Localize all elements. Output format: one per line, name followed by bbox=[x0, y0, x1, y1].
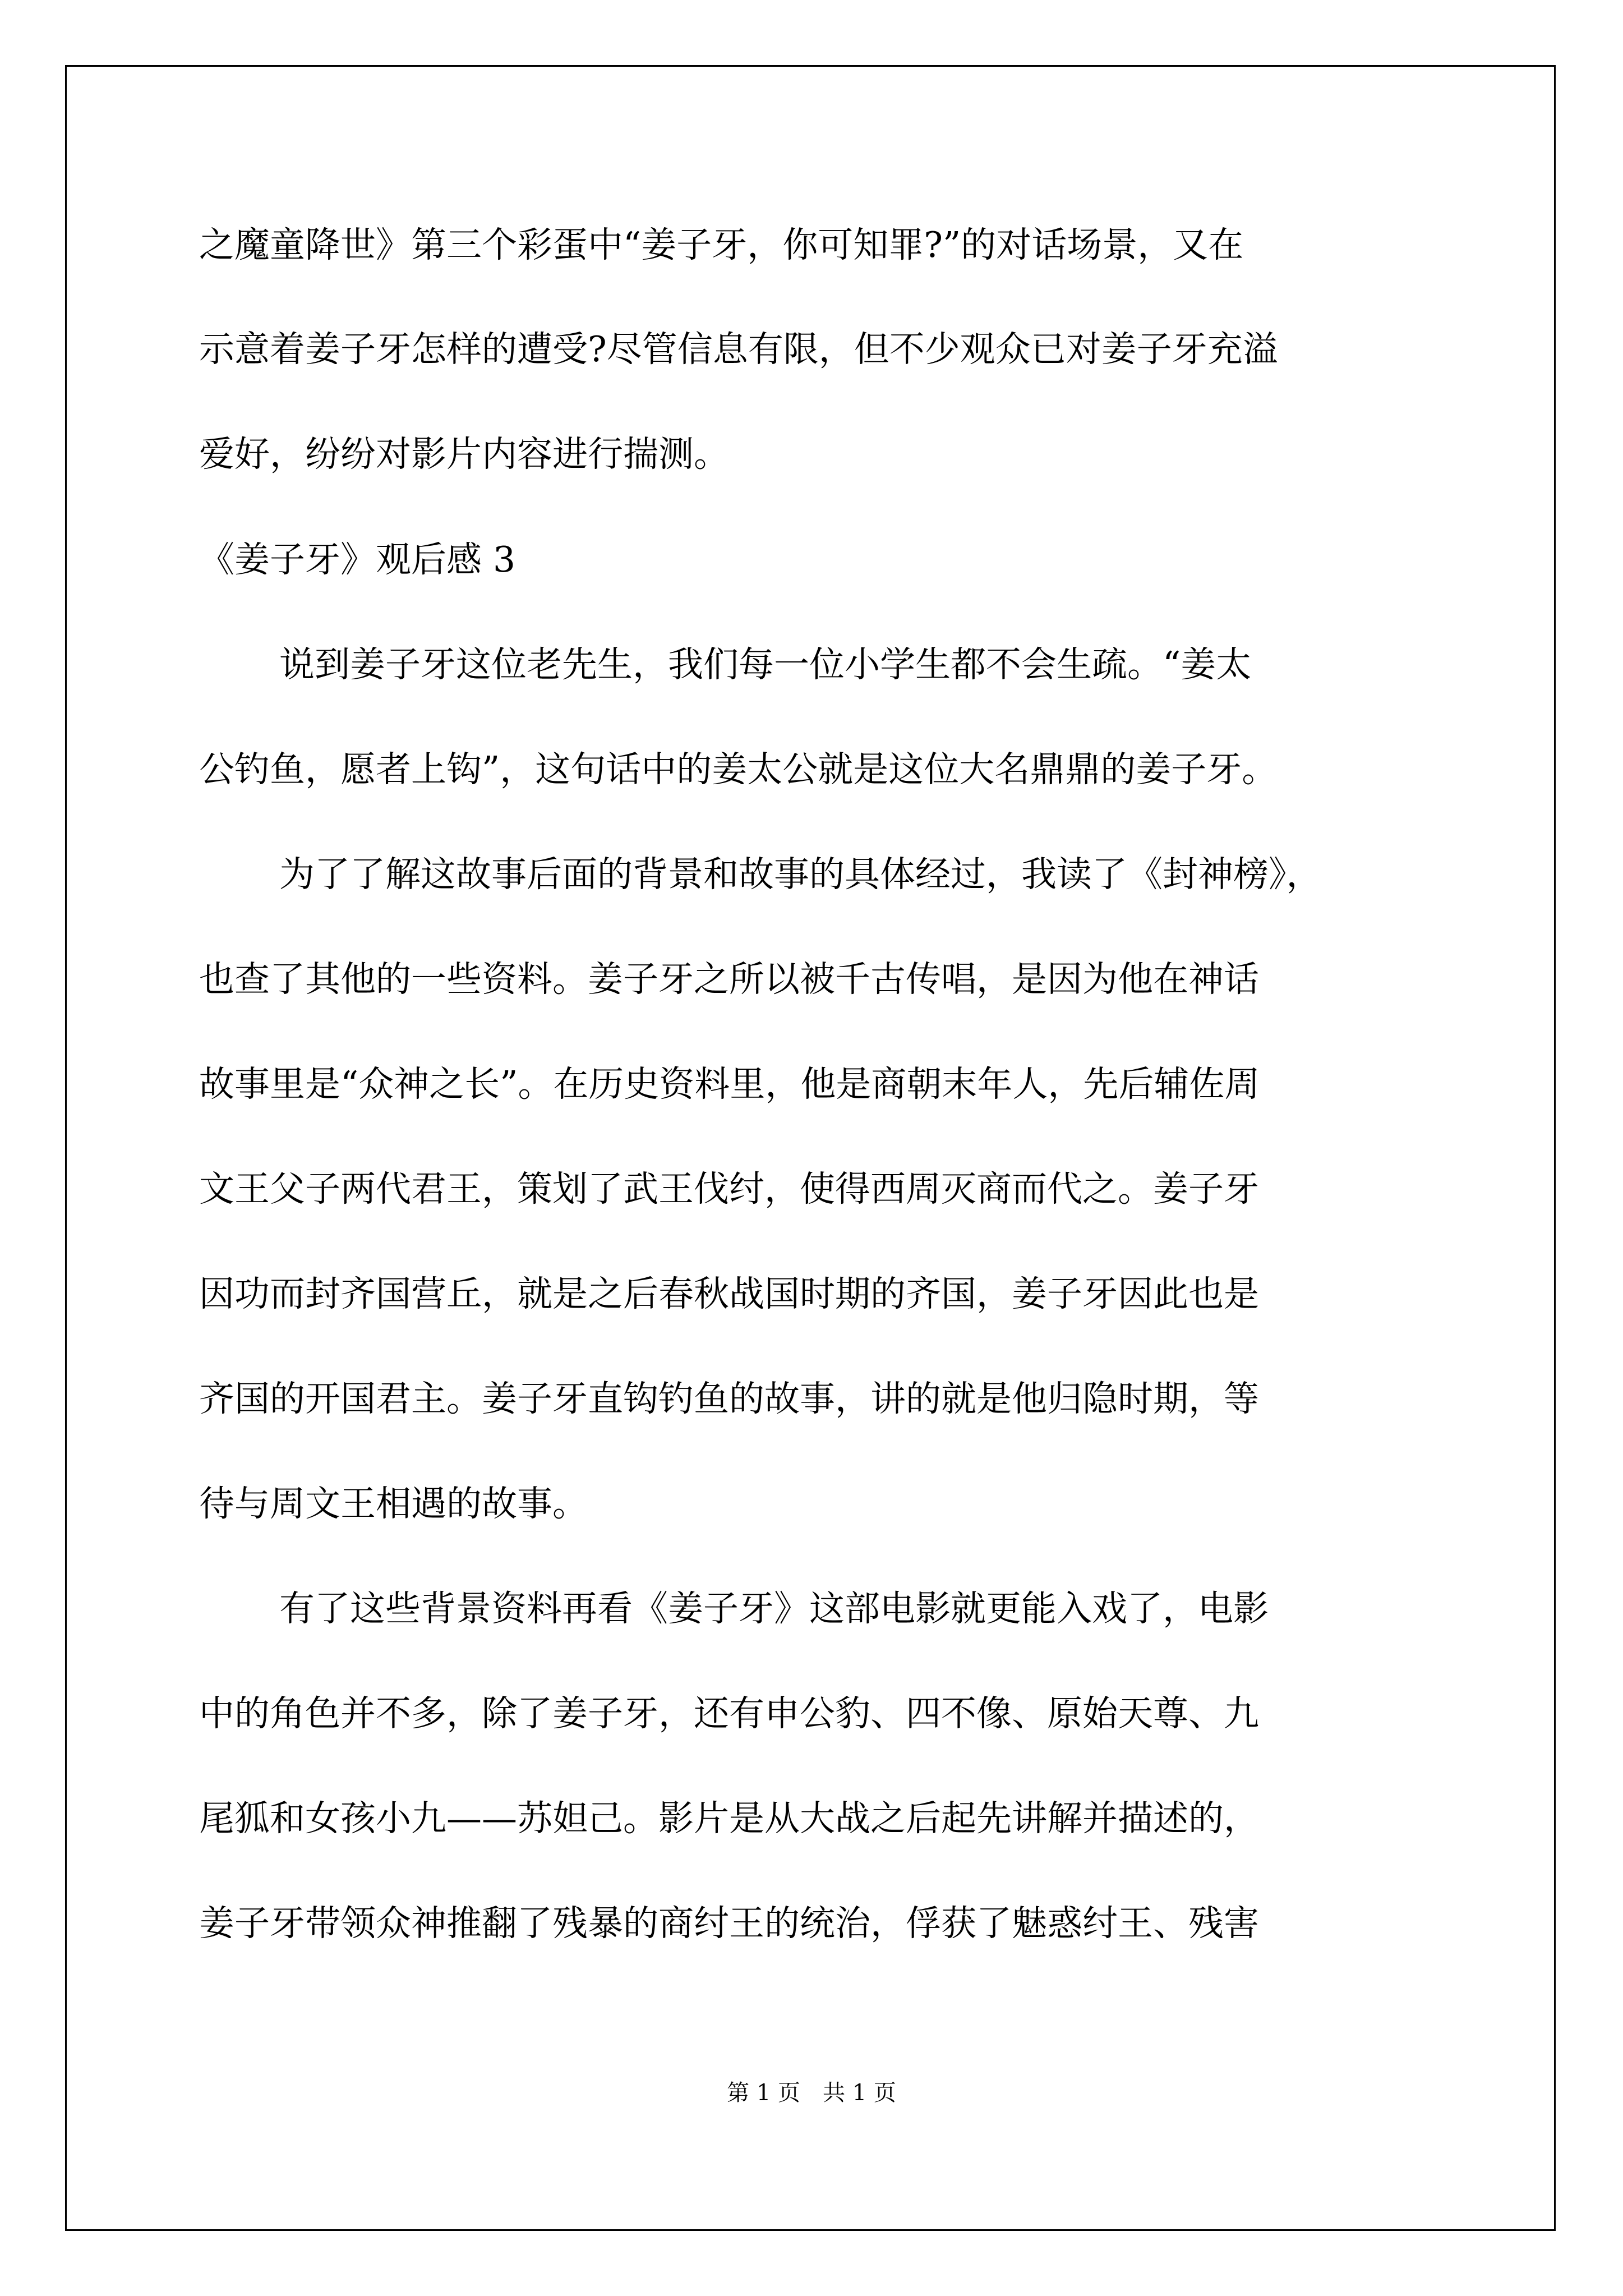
paragraph-line: 爱好，纷纷对影片内容进行揣测。 bbox=[199, 434, 729, 475]
paragraph-line: 待与周文王相遇的故事。 bbox=[199, 1483, 588, 1524]
paragraph-line: 文王父子两代君王，策划了武王伐纣，使得西周灭商而代之。姜子牙 bbox=[199, 1168, 1259, 1209]
paragraph-line: 也查了其他的一些资料。姜子牙之所以被千古传唱，是因为他在神话 bbox=[199, 959, 1259, 1000]
paragraph-line: 齐国的开国君主。姜子牙直钩钓鱼的故事，讲的就是他归隐时期，等 bbox=[199, 1378, 1259, 1419]
paragraph-line: 有了这些背景资料再看《姜子牙》这部电影就更能入戏了，电影 bbox=[279, 1588, 1269, 1629]
page-footer: 第 1 页 共 1 页 bbox=[727, 2080, 896, 2106]
paragraph-line: 公钓鱼，愿者上钩”，这句话中的姜太公就是这位大名鼎鼎的姜子牙。 bbox=[199, 749, 1278, 790]
paragraph-line: 之魔童降世》第三个彩蛋中“姜子牙，你可知罪?”的对话场景，又在 bbox=[199, 224, 1244, 265]
paragraph-line: 因功而封齐国营丘，就是之后春秋战国时期的齐国，姜子牙因此也是 bbox=[199, 1273, 1259, 1314]
paragraph-line: 尾狐和女孩小九——苏妲己。影片是从大战之后起先讲解并描述的， bbox=[199, 1798, 1259, 1839]
paragraph-line: 姜子牙带领众神推翻了残暴的商纣王的统治，俘获了魅惑纣王、残害 bbox=[199, 1903, 1259, 1944]
paragraph-line: 为了了解这故事后面的背景和故事的具体经过，我读了《封神榜》， bbox=[279, 854, 1322, 895]
section-heading: 《姜子牙》观后感 3 bbox=[199, 539, 516, 580]
paragraph-line: 故事里是“众神之长”。在历史资料里，他是商朝末年人，先后辅佐周 bbox=[199, 1064, 1260, 1105]
paragraph-line: 示意着姜子牙怎样的遭受?尽管信息有限，但不少观众已对姜子牙充溢 bbox=[199, 329, 1278, 370]
paragraph-line: 说到姜子牙这位老先生，我们每一位小学生都不会生疏。“姜太 bbox=[279, 644, 1252, 685]
paragraph-line: 中的角色并不多，除了姜子牙，还有申公豹、四不像、原始天尊、九 bbox=[199, 1693, 1259, 1734]
